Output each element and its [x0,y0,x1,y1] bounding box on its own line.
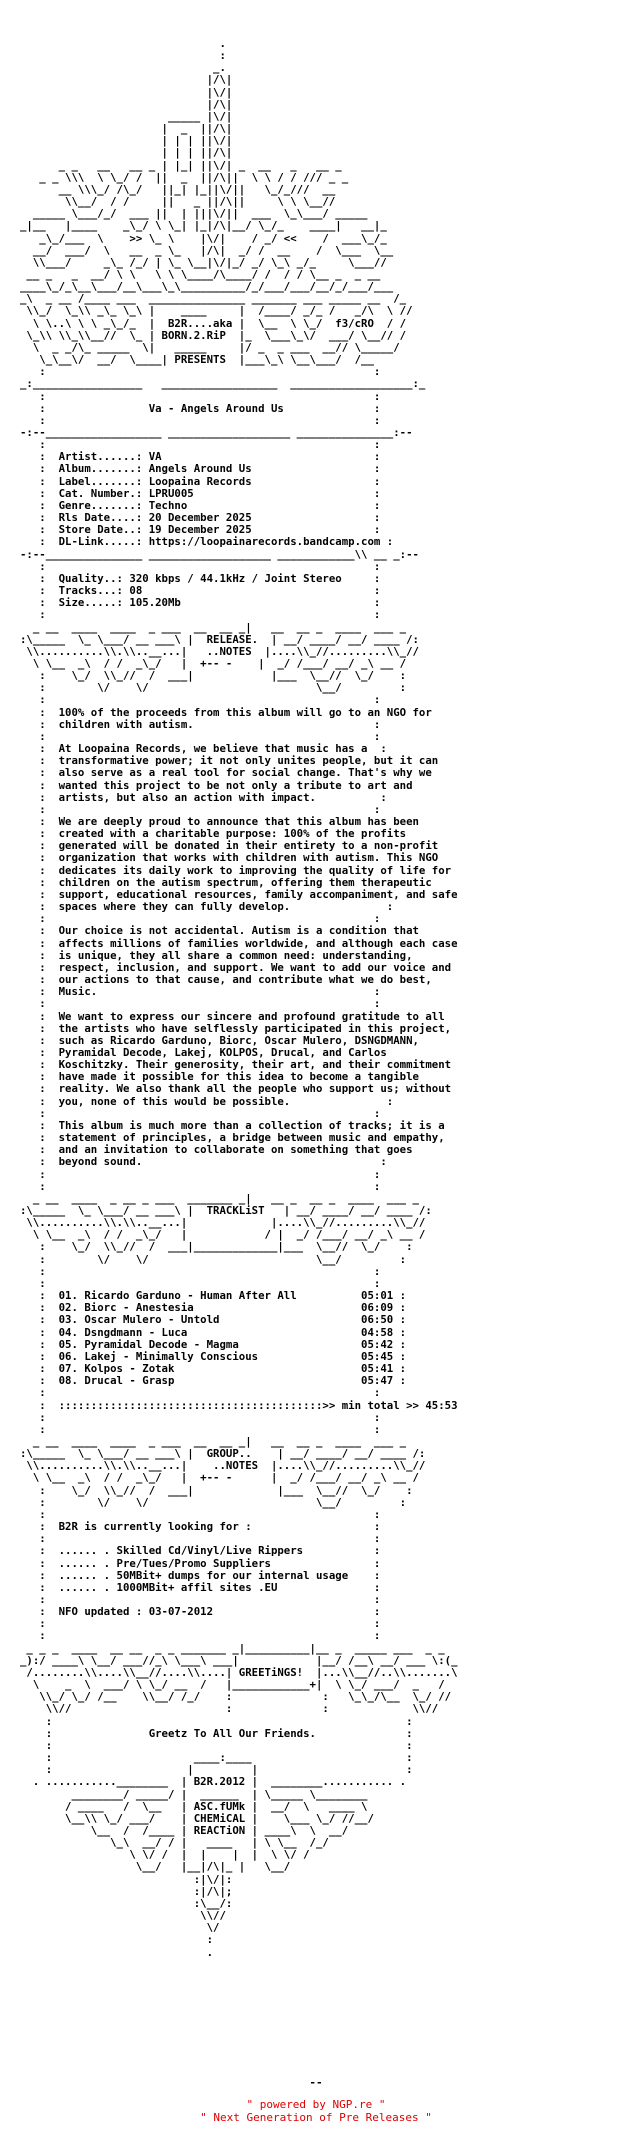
nfo-line: \_\ __/ / | ____ | \ \__ /_/ [20,1836,329,1850]
nfo-line: _ _ __ __ _ | |_| ||\/| _ __ _ __ _ [20,158,342,172]
nfo-line: : Our choice is not accidental. Autism is a condition that [20,924,419,938]
nfo-line: _____ |\/| [20,109,233,123]
nfo-line: : ...... . 1000MBit+ affil sites .EU : [20,1580,381,1594]
nfo-line: : Label.......: Loopaina Records : [20,474,381,488]
nfo-line: : : [20,1106,381,1120]
nfo-line: : : [20,608,381,622]
nfo-line: __ \\\_/ /\_/ ||_| |_||\/|| \_/_/// __ [20,182,336,196]
nfo-line: : 02. Biorc - Anestesia 06:09 : [20,1301,407,1315]
nfo-line: : At Loopaina Records, we believe that music has a : [20,742,387,756]
nfo-line: :\__/: [20,1896,233,1910]
nfo-line: : 08. Drucal - Grasp 05:47 : [20,1374,407,1388]
nfo-line: _):/ ____\ \__/ ___//_\ \___\ ___| |__/ /__\ __/ ___ \:(_ [20,1653,458,1667]
nfo-line: _:_________________ __________________ ___________________:_ [20,377,426,391]
nfo-line: : 06. Lakej - Minimally Conscious 05:45 : [20,1349,407,1363]
nfo-line: : Store Date..: 19 December 2025 : [20,523,381,537]
nfo-line: :|\/|: [20,1872,233,1886]
nfo-line: . [20,1945,214,1959]
nfo-line: : Genre.......: Techno : [20,498,381,512]
footer-separator: -- [309,2076,323,2089]
nfo-line: : : [20,912,381,926]
nfo-line: : statement of principles, a bridge between music and empathy, [20,1131,445,1145]
nfo-line: \\// : : \\// [20,1702,439,1716]
nfo-line: __/ ___/ \ __ _ \_ |/\| _/ / __ / \___ \__ [20,243,394,257]
nfo-line: \\__/ / / || _ ||/\|| \ \ \__// [20,195,336,209]
nfo-line: : spaces where they can fully develop. : [20,900,394,914]
nfo-line: : Greetz To All Our Friends. : [20,1726,413,1740]
nfo-line: \ \__ _\ / / _\_/ | +-- - | _/ /___/ __/ _\ __ / [20,1471,419,1485]
nfo-line: : [20,49,226,63]
nfo-line: : : [20,1593,381,1606]
nfo-line: _ __ ____ _ __ _ ___ _______ _| __ _ __ _ ____ ___ _ [20,1191,419,1205]
nfo-line: : : [20,1422,381,1436]
nfo-line: : ...... . Skilled Cd/Vinyl/Live Rippers : [20,1544,381,1558]
nfo-line: \__ / /____ | REACTiON | ____\ \ __/ [20,1823,349,1837]
nfo-line: |\/| [20,85,233,99]
nfo-line: : :::::::::::::::::::::::::::::::::::::::::>> min total >> 45:53 [20,1398,458,1412]
nfo-line: : : [20,693,381,707]
nfo-ascii-art-text [20,38,458,1959]
nfo-line: \ \/ / | | | | \ \/ / [20,1848,310,1862]
nfo-line: : [20,1933,214,1947]
nfo-line: \\..........\\.\\..__...| |....\\_//.........\\_// [20,1216,426,1230]
nfo-line: : artists, but also an action with impact. : [20,790,387,804]
nfo-line: : : [20,1507,381,1521]
nfo-line: \\..........\\.\\..__...| ..NOTES |....\\_//.........\\_// [20,1459,426,1473]
nfo-line: _. [20,61,226,75]
nfo-line: /........\\....\\__//....\\....| GREETiNGS! |...\\__//..\\.......\ [20,1665,458,1679]
nfo-line: : \_/ \\_// / ___|_____________|___ \__// \_/ : [20,1240,413,1254]
nfo-line: : B2R is currently looking for : : [20,1520,381,1534]
nfo-line: : such as Ricardo Garduno, Biorc, Oscar Mulero, DSNGDMANN, [20,1033,419,1047]
nfo-line: : you, none of this would be possible. : [20,1094,394,1108]
nfo-line: \_\\ \\_\\__// \_ | BORN.2.RiP |_ \___\_\/ ___/ \__// / [20,328,407,342]
nfo-line: :\_____ \_ \___/ __ ___\ | RELEASE. | __/ ____/ __/ ____ /: [20,632,419,646]
nfo-line: : : [20,1276,381,1290]
nfo-line: : affects millions of families worldwide, and although each case [20,936,458,950]
nfo-line: : : [20,729,381,743]
nfo-line: \ _ _/\_ _____ \| _____ |/ _ _ ___ __// \_____/ [20,340,400,354]
nfo-line: : : [20,365,381,379]
nfo-line: : children with autism. : [20,717,381,731]
nfo-line: _|__ |____ _\_/ \ \_| |_|/\|__/ \_/_ ____| __|_ [20,219,387,233]
footer-tagline: " Next Generation of Pre Releases " [200,2111,432,2124]
nfo-line: : : [20,1629,381,1643]
nfo-line: \__/ |__|/\|_ | \__/ [20,1860,291,1874]
nfo-line: : This album is much more than a collection of tracks; it is a [20,1118,445,1132]
nfo-line: : : [20,1264,381,1278]
nfo-line: : : [20,1179,381,1193]
nfo-line: : Music. : [20,985,381,999]
nfo-line: : ____:____ : [20,1751,413,1765]
footer-powered-by-link[interactable]: " powered by NGP.re " [246,2098,386,2111]
nfo-line: \\_/ \_\\ _\_ \_\ | ____ | /____/ _/_ / _/\ \ // [20,304,413,318]
nfo-line: : 07. Kolpos - Zotak 05:41 : [20,1362,407,1376]
nfo-line: |/\| [20,73,233,87]
nfo-line: : NFO updated : 03-07-2012 : [20,1605,381,1619]
nfo-line: : : [20,1386,381,1400]
nfo-line: _ __ ____ ____ _ ___ __ __ _| __ __ _ ____ ___ _ [20,1434,407,1448]
nfo-line: : respect, inclusion, and support. We want to add our voice and [20,960,452,974]
nfo-line: :\_____ \_ \___/ __ ___\ | GROUP.. | __/ ____/ __/ ____ /: [20,1447,426,1461]
nfo-line: : 04. Dsngdmann - Luca 04:58 : [20,1325,407,1339]
nfo-line: \\..........\\.\\..__...| ..NOTES |....\\_//.........\\_// [20,644,419,658]
nfo-line: |/\| [20,97,233,111]
nfo-line: : \/ \/ \__/ : [20,1495,407,1509]
nfo-line: : : [20,802,381,816]
nfo-line: : beyond sound. : [20,1155,387,1169]
nfo-line: : : [20,1410,381,1424]
nfo-line: \\_/ \_/ /__ \\__/ /_/ : : \_\_/\__ \_/ // [20,1690,452,1704]
nfo-line: : Cat. Number.: LPRU005 : [20,486,381,500]
nfo-line: : We want to express our sincere and profound gratitude to all [20,1009,445,1023]
nfo-line: \_\__\/ __/ \____| PRESENTS |___\_\ \__\___/ /__ [20,353,374,367]
nfo-line: : : [20,559,381,573]
nfo-line: : DL-Link.....: https://loopainarecords.bandcamp.com : [20,535,394,549]
nfo-line: : generated will be donated in their entirety to a non-profit [20,839,439,853]
nfo-line: : \/ \/ \__/ : [20,1252,407,1266]
nfo-line: : children on the autism spectrum, offering them therapeutic [20,875,432,889]
nfo-line: : 05. Pyramidal Decode - Magma 05:42 : [20,1337,407,1351]
nfo-line: ____\_/_\__\___/__\___\_\__________/_/___/___/__/_/___/___ [20,280,394,294]
nfo-line: \/ [20,1921,220,1935]
nfo-line: __ _ _ __/ \ \ \ \ \____/\____/ / / / \__ _ _ __ [20,267,381,281]
nfo-line: : : [20,438,381,452]
nfo-line: | | | ||\/| [20,134,233,148]
nfo-line: : \/ \/ \__/ : [20,681,407,695]
nfo-line: \ \..\ \ \ _\_/_ | B2R....aka | \__ \ \_/ f3/cRO / / [20,316,407,330]
nfo-line: : 01. Ricardo Garduno - Human After All 05:01 : [20,1289,407,1303]
nfo-line: -:--_______________ ___________________ ____________\\ __ _:-- [20,547,419,561]
nfo-line: _____ \___/_/ ___ || | |||\/|| ___ \_\___/ _____ [20,207,368,221]
nfo-line: : We are deeply proud to announce that this album has been [20,815,419,828]
nfo-line: : : [20,1617,381,1631]
nfo-line: _\_/___ \ >> \_ \ |\/| / _/ << / ___\_/_ [20,231,387,245]
nfo-line: _ __ ____ ____ _ ___ __ __ _| __ __ _ ____ ___ _ [20,620,407,634]
nfo-line: : : [20,1167,381,1181]
nfo-line: : our actions to that cause, and contribute what we do best, [20,973,432,987]
nfo-line: -:--__________________ ___________________ _______________:-- [20,426,413,439]
nfo-line: :|/\|; [20,1884,233,1898]
nfo-line: : the artists who have selflessly participated in this project, [20,1021,452,1035]
nfo-line: : Album.......: Angels Around Us : [20,462,381,476]
nfo-line: _ _ \\\ \ \_/ / || _ ||/\|| \ \ / / /// _ _ [20,170,349,184]
nfo-line: : have made it possible for this idea to become a tangible [20,1070,419,1084]
nfo-line: : \_/ \\_// / ___| |___ \__// \_/ : [20,669,407,683]
nfo-line: : Quality..: 320 kbps / 44.1kHz / Joint Stereo : [20,571,381,585]
nfo-line: : \_/ \\_// / ___| |___ \__// \_/ : [20,1483,413,1497]
nfo-line: \ _ \ ___/ \ \_/ __ / |____________+| \ \_/ ___/ _ / [20,1678,445,1692]
nfo-line: :\_____ \_ \___/ __ ___\ | TRACKLiST | __/ ____/ __/ ____ /: [20,1204,432,1217]
nfo-line: : is unique, they all share a common need: understanding, [20,948,413,962]
nfo-line: : : [20,1532,381,1546]
nfo-line: : also serve as a real tool for social change. That's why we [20,766,432,780]
nfo-line: : | | : [20,1763,413,1777]
nfo-line: \ \__ _\ / / _\_/ | / | _/ /___/ __/ _\ __ / [20,1228,426,1242]
nfo-line: : reality. We also thank all the people who support us; without [20,1082,452,1096]
nfo-line: . ...........________ | B2R.2012 | ________........... . [20,1775,407,1789]
nfo-line: . [20,37,226,50]
nfo-line: : ...... . 50MBit+ dumps for our internal usage : [20,1568,381,1582]
nfo-line: : : [20,389,381,403]
nfo-line: : wanted this project to be not only a tribute to art and [20,778,413,792]
nfo-line: : : [20,1738,413,1752]
nfo-line: : Rls Date....: 20 December 2025 : [20,511,381,525]
nfo-line: ________/ _____/ | ______ | \_____ \________ [20,1787,368,1801]
nfo-line: : support, educational resources, family accompaniment, and safe [20,887,458,901]
nfo-line: : Va - Angels Around Us : [20,401,381,415]
nfo-line: : : [20,413,381,427]
nfo-line: \\___/ _\_ /_/ | \_ \__|\/|_/ _/ \_\ _/_ \___// [20,255,387,269]
nfo-line: : transformative power; it not only unites people, but it can [20,754,439,768]
nfo-line: \ \__ _\ / / _\_/ | +-- - | _/ /___/ __/ _\ __ / [20,656,407,670]
nfo-line: : : [20,1714,413,1728]
nfo-line: \__\\ \_/ ___/ | CHEMiCAL | \___ \_/ //__/ [20,1811,374,1825]
nfo-line: _\ _ __ /____ ___ _______________ _______ ___ _____ __ /_ [20,292,407,306]
nfo-line: : 100% of the proceeds from this album will go to an NGO for [20,705,432,719]
nfo-line: _ _ _ ____ __ __ _ _ _______ _|__________|__ _ _____ ___ _ _ [20,1641,445,1655]
nfo-line: | | | ||/\| [20,146,233,160]
nfo-line: / ____ / \__ | ASC.fUMk | __/ \ ____ \ [20,1799,368,1813]
nfo-line: : and an invitation to collaborate on something that goes [20,1143,413,1157]
nfo-line: : Tracks...: 08 : [20,584,381,598]
nfo-line: : created with a charitable purpose: 100% of the profits [20,827,407,841]
nfo-line: : dedicates its daily work to improving the quality of life for [20,863,452,877]
nfo-line: : Artist......: VA : [20,450,381,464]
nfo-line: : Koschitzky. Their generosity, their art, and their commitment [20,1058,452,1072]
nfo-line: : 03. Oscar Mulero - Untold 06:50 : [20,1313,407,1327]
nfo-line: : ...... . Pre/Tues/Promo Suppliers : [20,1556,381,1570]
nfo-line: : Size.....: 105.20Mb : [20,596,381,610]
nfo-line: : organization that works with children with autism. This NGO [20,851,439,865]
nfo-line: | _ ||/\| [20,122,233,136]
nfo-line: \\// [20,1909,226,1923]
nfo-line: : Pyramidal Decode, Lakej, KOLPOS, Drucal, and Carlos [20,1045,387,1059]
nfo-line: : : [20,997,381,1011]
